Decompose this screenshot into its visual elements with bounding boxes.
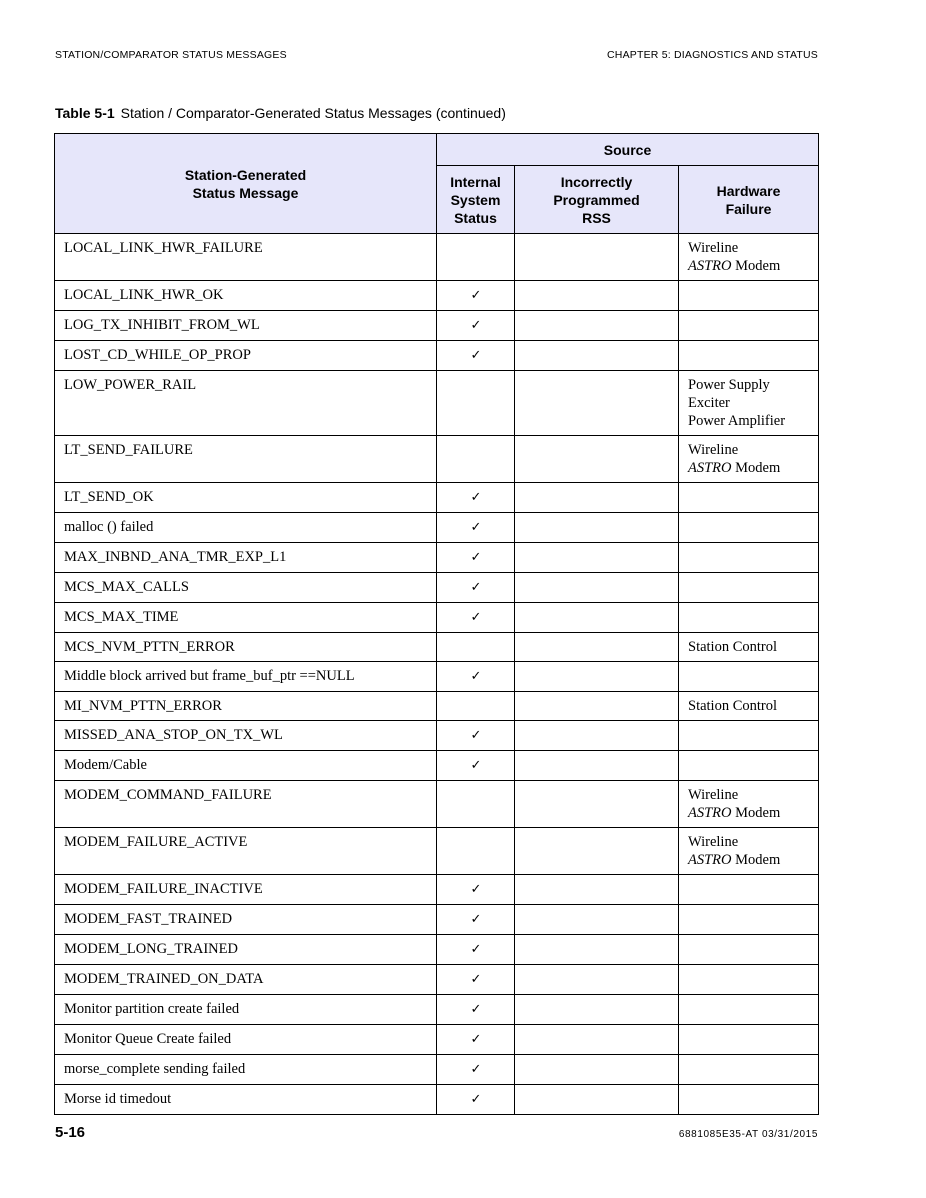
table-caption [55,105,506,121]
table-row [55,935,819,965]
row-message: MAX_INBND_ANA_TMR_EXP_L1 [55,543,437,573]
row-internal-status: ✓ [437,281,515,311]
header-hardware: Hardware Failure [679,166,819,234]
row-internal-status: ✓ [437,603,515,633]
row-message: Morse id timedout [55,1085,437,1115]
row-rss [515,513,679,543]
table-row [55,603,819,633]
row-internal-status [437,828,515,875]
hardware-line: Power Supply [688,377,770,393]
hardware-line: ASTRO Modem [688,460,781,476]
running-header-right: CHAPTER 5: DIAGNOSTICS AND STATUS [607,49,818,61]
row-internal-status: ✓ [437,1055,515,1085]
row-rss [515,721,679,751]
row-message: LOG_TX_INHIBIT_FROM_WL [55,311,437,341]
row-hardware-failure [679,692,819,721]
row-rss [515,828,679,875]
row-hardware-failure [679,721,819,751]
table-row [55,483,819,513]
table-row [55,573,819,603]
row-internal-status: ✓ [437,1025,515,1055]
table-row [55,995,819,1025]
row-hardware-failure [679,513,819,543]
row-hardware-failure [679,995,819,1025]
table-row [55,875,819,905]
row-internal-status: ✓ [437,311,515,341]
row-message: Modem/Cable [55,751,437,781]
row-rss [515,781,679,828]
table-row [55,662,819,692]
row-internal-status [437,436,515,483]
row-internal-status [437,633,515,662]
page-number: 5-16 [55,1124,86,1141]
row-message: MCS_NVM_PTTN_ERROR [55,633,437,662]
row-message: MODEM_LONG_TRAINED [55,935,437,965]
row-rss [515,281,679,311]
hardware-line: ASTRO Modem [688,805,781,821]
row-internal-status [437,781,515,828]
row-rss [515,1085,679,1115]
row-hardware-failure [679,1025,819,1055]
table-row [55,543,819,573]
hardware-line: Wireline [688,787,739,803]
row-hardware-failure [679,341,819,371]
row-hardware-failure [679,875,819,905]
row-rss [515,965,679,995]
row-message: MODEM_COMMAND_FAILURE [55,781,437,828]
table-row [55,751,819,781]
row-rss [515,341,679,371]
row-rss [515,935,679,965]
table-row [55,781,819,828]
table-row [55,905,819,935]
row-internal-status: ✓ [437,995,515,1025]
row-message: LT_SEND_FAILURE [55,436,437,483]
row-internal-status: ✓ [437,662,515,692]
row-hardware-failure [679,828,819,875]
header-rss: Incorrectly Programmed RSS [515,166,679,234]
row-message: MODEM_FAILURE_INACTIVE [55,875,437,905]
row-internal-status: ✓ [437,341,515,371]
table-body [55,234,819,1115]
row-hardware-failure [679,965,819,995]
row-internal-status: ✓ [437,875,515,905]
row-rss [515,234,679,281]
table-row [55,692,819,721]
row-hardware-failure [679,371,819,436]
row-rss [515,483,679,513]
row-hardware-failure [679,1055,819,1085]
row-hardware-failure [679,543,819,573]
row-rss [515,436,679,483]
row-rss [515,1055,679,1085]
row-rss [515,662,679,692]
row-hardware-failure [679,603,819,633]
row-internal-status: ✓ [437,1085,515,1115]
row-hardware-failure [679,281,819,311]
row-hardware-failure [679,1085,819,1115]
row-rss [515,1025,679,1055]
hardware-line: Power Amplifier [688,413,786,429]
row-message: LOCAL_LINK_HWR_OK [55,281,437,311]
row-message: MISSED_ANA_STOP_ON_TX_WL [55,721,437,751]
row-message: Monitor partition create failed [55,995,437,1025]
row-message: Middle block arrived but frame_buf_ptr ==NULL [55,662,437,692]
row-message: malloc () failed [55,513,437,543]
table-row [55,311,819,341]
row-message: MI_NVM_PTTN_ERROR [55,692,437,721]
running-header-left: STATION/COMPARATOR STATUS MESSAGES [55,49,287,61]
row-message: LT_SEND_OK [55,483,437,513]
hardware-line: ASTRO Modem [688,258,781,274]
row-rss [515,995,679,1025]
row-rss [515,311,679,341]
row-rss [515,633,679,662]
hardware-line: Wireline [688,442,739,458]
row-internal-status: ✓ [437,751,515,781]
row-rss [515,573,679,603]
hardware-line: Station Control [688,698,778,714]
row-internal-status: ✓ [437,513,515,543]
row-message: LOCAL_LINK_HWR_FAILURE [55,234,437,281]
row-message: Monitor Queue Create failed [55,1025,437,1055]
row-internal-status: ✓ [437,721,515,751]
row-internal-status: ✓ [437,483,515,513]
row-rss [515,905,679,935]
row-message: MODEM_FAST_TRAINED [55,905,437,935]
row-rss [515,371,679,436]
row-internal-status [437,371,515,436]
row-hardware-failure [679,234,819,281]
row-rss [515,751,679,781]
table-caption-label: Table 5-1 [55,105,115,121]
row-rss [515,543,679,573]
row-internal-status: ✓ [437,905,515,935]
row-message: MCS_MAX_CALLS [55,573,437,603]
hardware-line: Wireline [688,834,739,850]
header-internal: Internal System Status [437,166,515,234]
row-internal-status: ✓ [437,965,515,995]
table-row [55,341,819,371]
table-row [55,1085,819,1115]
row-internal-status: ✓ [437,935,515,965]
row-hardware-failure [679,573,819,603]
header-source: Source [437,134,819,166]
hardware-line: Wireline [688,240,739,256]
row-message: MCS_MAX_TIME [55,603,437,633]
row-hardware-failure [679,935,819,965]
row-hardware-failure [679,483,819,513]
row-hardware-failure [679,662,819,692]
row-hardware-failure [679,311,819,341]
hardware-line: Station Control [688,639,778,655]
row-internal-status [437,692,515,721]
table-row [55,513,819,543]
table-row [55,281,819,311]
table-row [55,436,819,483]
hardware-line: ASTRO Modem [688,852,781,868]
row-message: morse_complete sending failed [55,1055,437,1085]
table-row [55,828,819,875]
row-hardware-failure [679,436,819,483]
row-internal-status: ✓ [437,543,515,573]
row-rss [515,603,679,633]
row-message: LOST_CD_WHILE_OP_PROP [55,341,437,371]
table-row [55,1055,819,1085]
status-messages-table [54,133,819,1115]
row-hardware-failure [679,633,819,662]
table-row [55,234,819,281]
document-id: 6881085E35-AT 03/31/2015 [678,1129,818,1140]
row-internal-status: ✓ [437,573,515,603]
row-rss [515,875,679,905]
row-message: MODEM_FAILURE_ACTIVE [55,828,437,875]
row-hardware-failure [679,751,819,781]
row-message: MODEM_TRAINED_ON_DATA [55,965,437,995]
row-internal-status [437,234,515,281]
row-rss [515,692,679,721]
row-message: LOW_POWER_RAIL [55,371,437,436]
row-hardware-failure [679,905,819,935]
hardware-line: Exciter [688,395,730,411]
table-row [55,1025,819,1055]
table-caption-text: Station / Comparator-Generated Status Messages (continued) [120,105,506,121]
row-hardware-failure [679,781,819,828]
table-row [55,371,819,436]
table-row [55,721,819,751]
table-row [55,965,819,995]
table-row [55,633,819,662]
header-message: Station-Generated Status Message [55,134,437,234]
